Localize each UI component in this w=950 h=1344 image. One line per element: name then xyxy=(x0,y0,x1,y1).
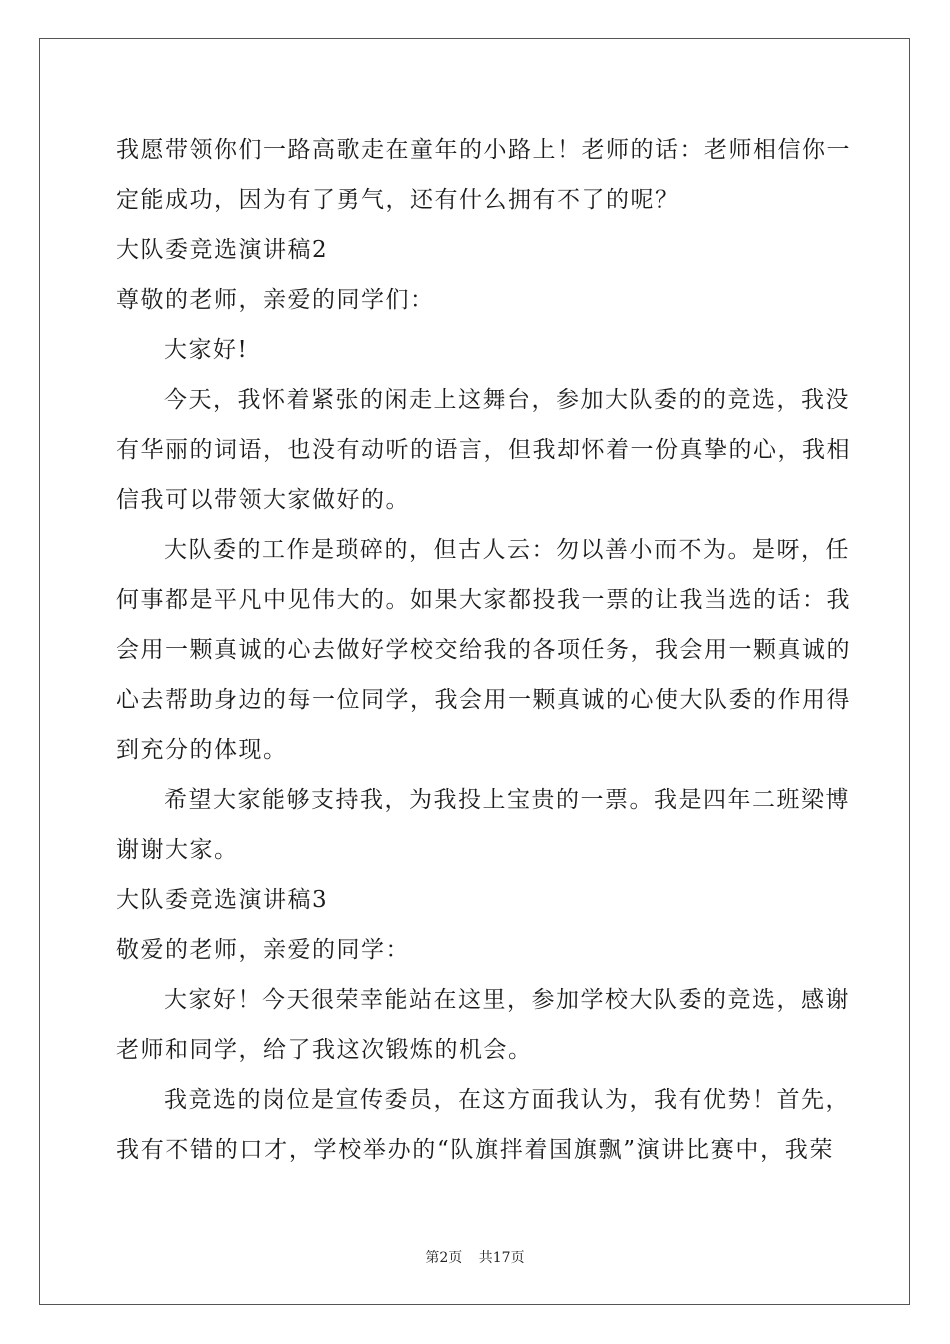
text-line: 大队委竞选演讲稿3 xyxy=(116,887,329,913)
text-line: 我有不错的口才，学校举办的“队旗拌着国旗飘”演讲比赛中，我荣 xyxy=(116,1137,834,1163)
text-line: 有华丽的词语，也没有动听的语言，但我却怀着一份真挚的心，我相 xyxy=(116,437,851,463)
document-body xyxy=(116,125,851,1175)
text-line: 今天，我怀着紧张的闲走上这舞台，参加大队委的的竞选，我没 xyxy=(164,387,850,413)
page-total: 共17页 xyxy=(478,1250,525,1266)
text-line: 老师和同学，给了我这次锻炼的机会。 xyxy=(116,1037,533,1063)
text-line: 何事都是平凡中见伟大的。如果大家都投我一票的让我当选的话：我 xyxy=(116,587,851,613)
text-line: 心去帮助身边的每一位同学，我会用一颗真诚的心使大队委的作用得 xyxy=(116,687,851,713)
page-footer xyxy=(0,1247,950,1267)
text-line: 信我可以带领大家做好的。 xyxy=(116,487,410,513)
text-line: 敬爱的老师，亲爱的同学： xyxy=(116,937,410,963)
text-line: 会用一颗真诚的心去做好学校交给我的各项任务，我会用一颗真诚的 xyxy=(116,637,851,663)
text-line: 我愿带领你们一路高歌走在童年的小路上！老师的话：老师相信你一 xyxy=(116,137,851,163)
text-line: 大家好! xyxy=(164,337,249,363)
text-line: 定能成功，因为有了勇气，还有什么拥有不了的呢？ xyxy=(116,187,680,213)
text-line: 我竞选的岗位是宣传委员，在这方面我认为，我有优势！首先， xyxy=(164,1087,850,1113)
text-line: 到充分的体现。 xyxy=(116,737,288,763)
page-number: 第2页 xyxy=(425,1250,463,1266)
text-line: 希望大家能够支持我，为我投上宝贵的一票。我是四年二班梁博 xyxy=(164,787,850,813)
text-line: 谢谢大家。 xyxy=(116,837,239,863)
text-line: 大家好！今天很荣幸能站在这里，参加学校大队委的竞选，感谢 xyxy=(164,987,850,1013)
text-line: 大队委的工作是琐碎的，但古人云：勿以善小而不为。是呀，任 xyxy=(164,537,850,563)
text-line: 大队委竞选演讲稿2 xyxy=(116,237,329,263)
text-line: 尊敬的老师，亲爱的同学们： xyxy=(116,287,435,313)
